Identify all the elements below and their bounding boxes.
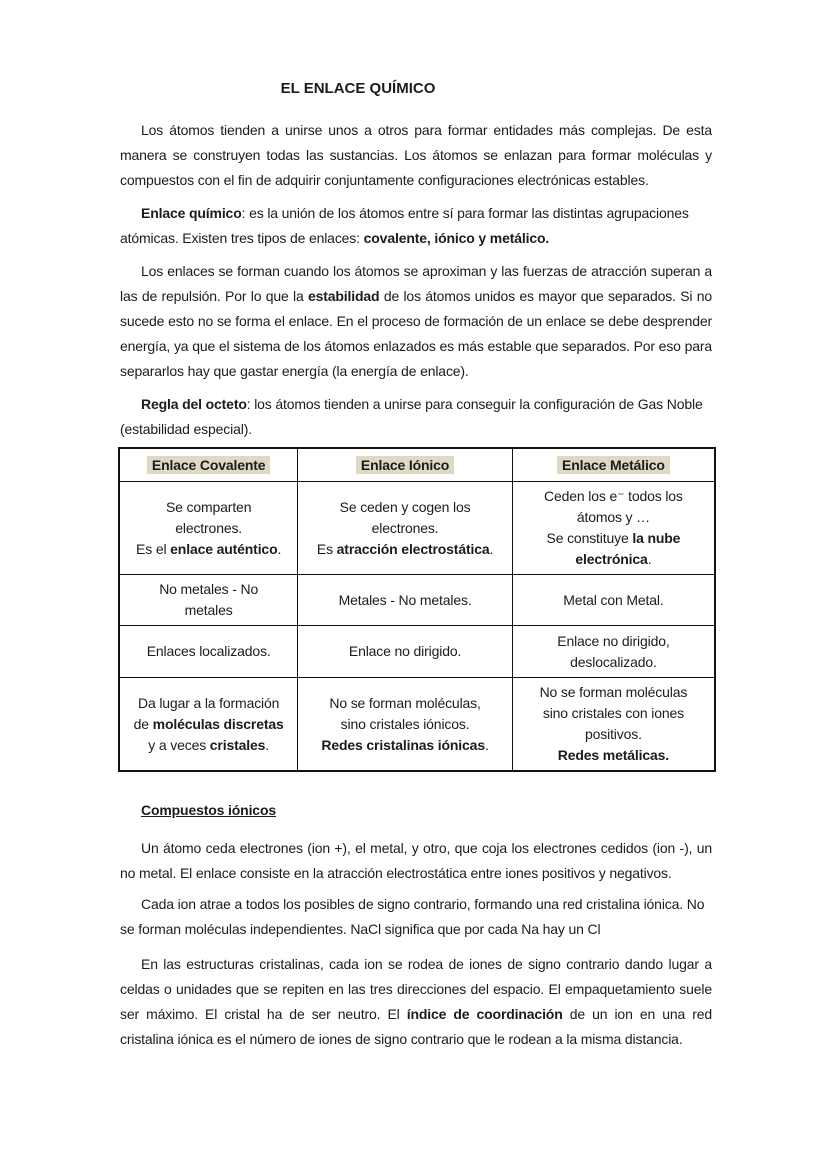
table-header-enlace-ionico <box>298 448 513 482</box>
table-cell: Ceden los e⁻ todos los átomos y … Se constituye la nube electrónica. <box>512 482 715 575</box>
table-header-enlace-covalente <box>119 448 298 482</box>
paragraph-enlace-quimico: Enlace químico: es la unión de los átomos entre sí para formar las distintas agrupaciones atómicas. Existen tres tipos de enlaces: covalente, iónico y metálico. <box>120 205 689 246</box>
header-highlight: Enlace Iónico <box>356 456 454 474</box>
table-cell: Se ceden y cogen los electrones. Es atracción electrostática. <box>298 482 513 575</box>
table-cell: Da lugar a la formación de moléculas discretas y a veces cristales. <box>119 678 298 772</box>
table-header-row <box>119 448 715 482</box>
table-cell: No se forman moléculas sino cristales con iones positivos. Redes metálicas. <box>512 678 715 772</box>
bond-types-table <box>118 447 716 772</box>
table-cell: Enlace no dirigido. <box>298 626 513 678</box>
paragraph-formacion-enlaces: Los enlaces se forman cuando los átomos se aproximan y las fuerzas de atracción superan a las de repulsión. Por lo que la estabilidad de los átomos unidos es mayor que separados. Si no sucede esto no se forma el enlace. En el proceso de formación de un enlace se debe desprender energía, ya que el sistema de los átomos enlazados es más estable que separados. Por eso para separarlos hay que gastar energía (la energía de enlace). <box>120 263 712 379</box>
table-cell: Metales - No metales. <box>298 575 513 626</box>
table-cell: Se comparten electrones. Es el enlace auténtico. <box>119 482 298 575</box>
table-row-mecanismo <box>119 482 715 575</box>
paragraph-estructuras-cristalinas: En las estructuras cristalinas, cada ion se rodea de iones de signo contrario dando lugar a celdas o unidades que se repiten en las tres direcciones del espacio. El empaquetamiento suele ser máximo. El cristal ha de ser neutro. El índice de coordinación de un ion en una red cristalina iónica es el número de iones de signo contrario que le rodean a la misma distancia. <box>120 956 712 1047</box>
paragraph-cada-ion: Cada ion atrae a todos los posibles de signo contrario, formando una red cristalina iónica. No se forman moléculas independientes. NaCl significa que por cada Na hay un Cl <box>120 896 705 937</box>
header-highlight: Enlace Covalente <box>147 456 271 474</box>
table-header-enlace-metalico <box>512 448 715 482</box>
table-cell: Metal con Metal. <box>512 575 715 626</box>
table-row-estructuras <box>119 678 715 772</box>
table-row-elementos <box>119 575 715 626</box>
paragraph-intro-atomos: Los átomos tienden a unirse unos a otros para formar entidades más complejas. De esta manera se construyen todas las sustancias. Los átomos se enlazan para formar moléculas y compuestos con el fin de adquirir conjuntamente configuraciones electrónicas estables. <box>120 122 712 188</box>
table-cell: No metales - No metales <box>119 575 298 626</box>
table-cell: No se forman moléculas, sino cristales iónicos. Redes cristalinas iónicas. <box>298 678 513 772</box>
table-cell: Enlaces localizados. <box>119 626 298 678</box>
page-title: EL ENLACE QUÍMICO <box>280 80 436 97</box>
paragraph-regla-octeto: Regla del octeto: los átomos tienden a unirse para conseguir la configuración de Gas Noble (estabilidad especial). <box>120 396 703 437</box>
header-highlight: Enlace Metálico <box>557 456 670 474</box>
table-cell: Enlace no dirigido, deslocalizado. <box>512 626 715 678</box>
paragraph-atomo-cede: Un átomo ceda electrones (ion +), el metal, y otro, que coja los electrones cedidos (ion -), un no metal. El enlace consiste en la atracción electrostática entre iones positivos y negativos. <box>120 840 712 881</box>
table-row-direccionalidad <box>119 626 715 678</box>
section-heading-compuestos-ionicos: Compuestos iónicos <box>141 802 276 818</box>
